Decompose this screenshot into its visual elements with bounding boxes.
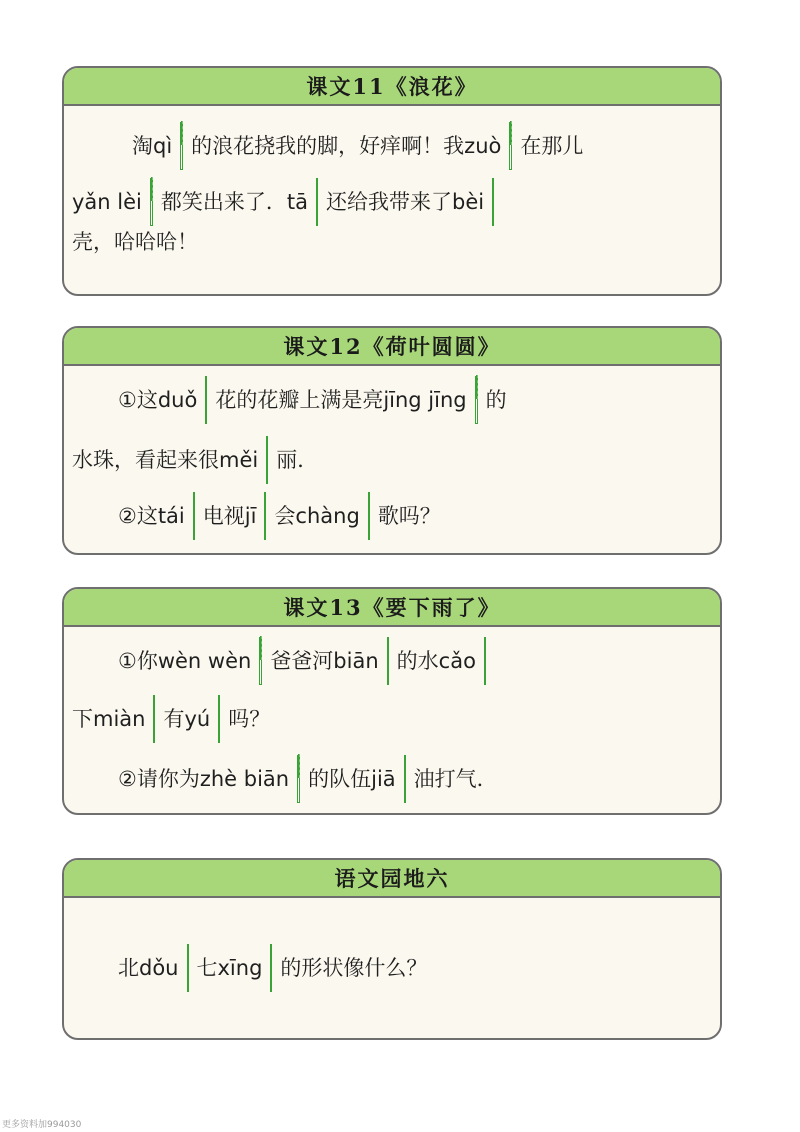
- exercise-text: 的: [485, 387, 507, 412]
- exercise-text: 油打气．: [413, 766, 498, 791]
- exercise-text: 丽．: [276, 447, 319, 472]
- writing-cell[interactable]: [181, 121, 182, 145]
- exercise-text: 壳，哈哈哈！: [72, 230, 198, 254]
- writing-cell[interactable]: [510, 121, 511, 145]
- exercise-text: ①你wèn wèn: [118, 648, 252, 673]
- exercise-line: [72, 178, 502, 226]
- writing-box[interactable]: [153, 695, 155, 743]
- exercise-text: 花的花瓣上满是亮jīng jīng: [215, 387, 467, 412]
- section-title: 语文园地六: [64, 860, 720, 898]
- exercise-text: 下miàn: [72, 706, 146, 731]
- writing-box[interactable]: [193, 492, 195, 540]
- exercise-text: 的队伍jiā: [308, 766, 396, 791]
- writing-cell[interactable]: [298, 754, 299, 778]
- exercise-line: [118, 755, 498, 803]
- writing-box[interactable]: [387, 637, 389, 685]
- exercise-text: 吗？: [228, 706, 271, 731]
- exercise-text: ①这duǒ: [118, 387, 198, 412]
- writing-box[interactable]: [150, 178, 153, 226]
- exercise-text: 在那儿: [520, 133, 584, 158]
- exercise-text: 爸爸河biān: [270, 648, 379, 673]
- exercise-text: 还给我带来了bèi: [325, 189, 485, 214]
- exercise-line: [118, 944, 427, 992]
- exercise-text: 的水cǎo: [396, 648, 476, 673]
- writing-box[interactable]: [270, 944, 272, 992]
- exercise-text: ②这tái: [118, 503, 185, 528]
- exercise-line: [118, 637, 494, 685]
- writing-box[interactable]: [218, 695, 220, 743]
- exercise-text: ②请你为zhè biān: [118, 766, 290, 791]
- exercise-text: 会chàng: [274, 503, 360, 528]
- writing-box[interactable]: [484, 637, 486, 685]
- exercise-text: 歌吗？: [377, 503, 441, 528]
- writing-box[interactable]: [368, 492, 370, 540]
- exercise-text: yǎn lèi: [72, 189, 142, 214]
- exercise-line: [72, 695, 270, 743]
- exercise-text: 水珠，看起来很měi: [72, 447, 259, 472]
- writing-box[interactable]: [266, 436, 268, 484]
- exercise-text: 电视jī: [202, 503, 257, 528]
- exercise-line: [118, 492, 441, 540]
- section-title: 课文13《要下雨了》: [64, 589, 720, 627]
- writing-cell[interactable]: [151, 177, 152, 201]
- exercise-line: [118, 376, 507, 424]
- writing-box[interactable]: [264, 492, 266, 540]
- exercise-text: 的形状像什么？: [280, 955, 428, 980]
- writing-box[interactable]: [259, 637, 262, 685]
- footer-note: 更多资料加994030: [2, 1120, 82, 1130]
- exercise-text: 的浪花挠我的脚，好痒啊！我zuò: [191, 133, 502, 158]
- section-card-lesson-11: [62, 66, 722, 296]
- exercise-line: [132, 122, 583, 170]
- writing-box[interactable]: [187, 944, 189, 992]
- exercise-text: 淘qì: [132, 133, 173, 158]
- writing-box[interactable]: [205, 376, 207, 424]
- writing-cell[interactable]: [260, 636, 261, 660]
- exercise-text: 北dǒu: [118, 955, 179, 980]
- section-card-lesson-12: [62, 326, 722, 555]
- writing-box[interactable]: [492, 178, 494, 226]
- writing-box[interactable]: [404, 755, 406, 803]
- exercise-text: 七xīng: [196, 955, 263, 980]
- writing-box[interactable]: [316, 178, 318, 226]
- exercise-line: [72, 436, 318, 484]
- exercise-text: 有yú: [163, 706, 211, 731]
- section-title: 课文12《荷叶圆圆》: [64, 328, 720, 366]
- section-card-lesson-13: [62, 587, 722, 815]
- exercise-line: [72, 232, 198, 253]
- section-title: 课文11《浪花》: [64, 68, 720, 106]
- writing-box[interactable]: [297, 755, 300, 803]
- writing-box[interactable]: [509, 122, 512, 170]
- writing-box[interactable]: [475, 376, 478, 424]
- exercise-text: 都笑出来了．tā: [160, 189, 308, 214]
- writing-cell[interactable]: [476, 375, 477, 399]
- writing-box[interactable]: [180, 122, 183, 170]
- section-card-unit-6: [62, 858, 722, 1040]
